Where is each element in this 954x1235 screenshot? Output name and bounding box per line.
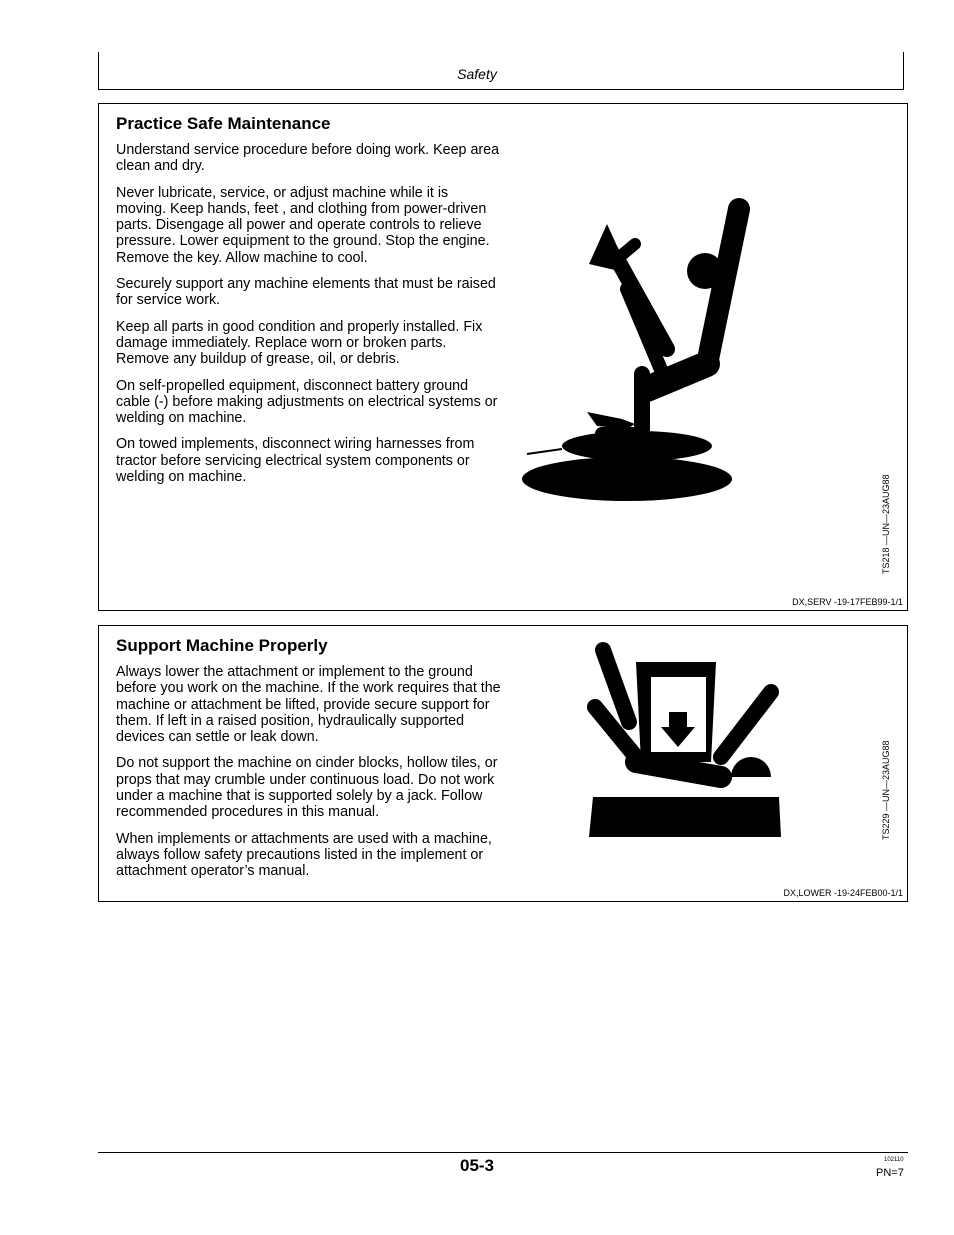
paragraph: Securely support any machine elements that must be raised for service work. [116, 276, 496, 309]
paragraph: Keep all parts in good condition and properly installed. Fix damage immediately. Replace worn or broken parts. Remove any buildup of grease, oil, or debris. [116, 318, 483, 368]
section-title: Support Machine Properly [116, 636, 328, 655]
footer-code: 102110 [884, 1157, 904, 1163]
crush-hazard-illustration [581, 632, 821, 842]
paragraph: Always lower the attachment or implement to the ground before you work on the machine. If the work requires that the machine or attachment be lifted, provide secure support for them. If left in a raised position, hydraulically supported devices can settle or leak down. [116, 664, 501, 746]
section-body [116, 142, 501, 495]
figure-code: TS229 —UN—23AUG88 [881, 740, 891, 840]
page-number: 05-3 [459, 1156, 495, 1175]
paragraph: On self-propelled equipment, disconnect battery ground cable (-) before making adjustments on electrical systems or welding on machine. [116, 377, 498, 427]
reference-code: DX,SERV -19-17FEB99-1/1 [792, 597, 903, 607]
page-pn: PN=7 [876, 1167, 904, 1179]
section-header: Safety [457, 66, 497, 82]
section-body [116, 664, 501, 890]
paragraph: Never lubricate, service, or adjust machine while it is moving. Keep hands, feet , and clothing from power-driven parts. Disengage all power and operate controls to relieve pressure. Lower equipment to the ground. Stop the engine. Remove the key. Allow machine to cool. [116, 184, 490, 266]
footer-rule [98, 1152, 908, 1153]
paragraph: On towed implements, disconnect wiring harnesses from tractor before servicing electrical system components or welding on machine. [116, 436, 475, 486]
safety-box-support [98, 625, 908, 902]
reference-code: DX,LOWER -19-24FEB00-1/1 [783, 888, 903, 898]
paragraph: When implements or attachments are used with a machine, always follow safety precautions listed in the implement or attachment operator’s manual. [116, 830, 492, 880]
paragraph: Understand service procedure before doing work. Keep area clean and dry. [116, 142, 500, 175]
slip-hazard-illustration [517, 194, 817, 514]
figure-code: TS218 —UN—23AUG88 [881, 474, 891, 574]
safety-box-maintenance [98, 103, 908, 611]
paragraph: Do not support the machine on cinder blocks, hollow tiles, or props that may crumble under continuous load. Do not work under a machine that is supported solely by a jack. Follow recommended procedures in this manual. [116, 755, 498, 821]
section-title: Practice Safe Maintenance [116, 114, 331, 133]
